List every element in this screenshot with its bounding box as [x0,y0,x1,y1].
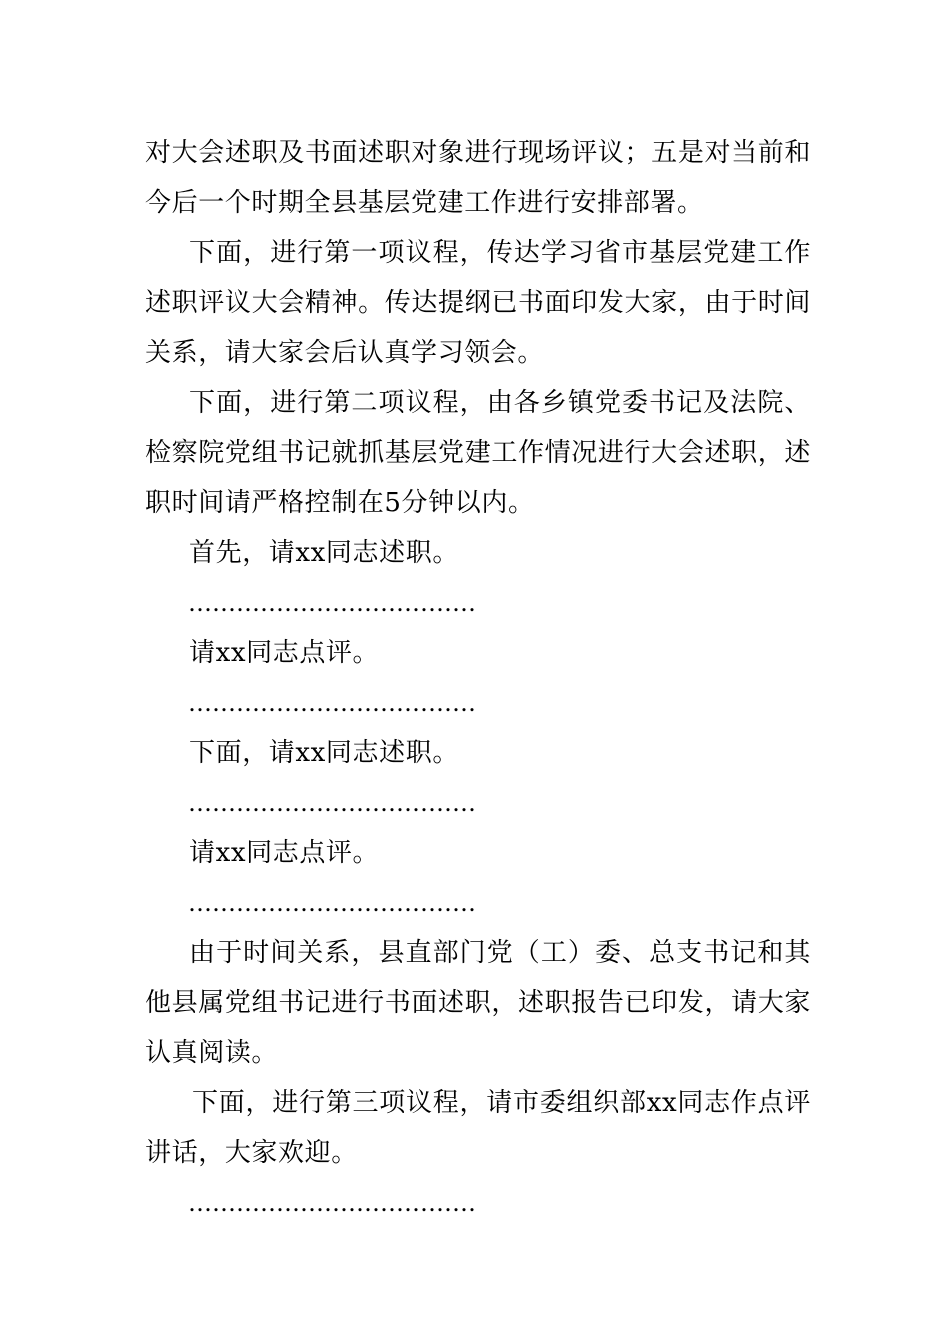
ellipsis-line: ……………………………… [188,689,476,717]
ellipsis-line: ……………………………… [188,789,476,817]
ellipsis-line: ……………………………… [188,1189,476,1217]
paragraph-first-comment: 请xx同志点评。 [189,638,380,668]
paragraph-agenda-item-three: 下面，进行第三项议程，请市委组织部xx同志作点评讲话，大家欢迎。 [145,1088,811,1168]
paragraph-second-report: 下面，请xx同志述职。 [189,738,459,768]
paragraph-second-comment: 请xx同志点评。 [189,838,380,868]
paragraph-written-reports: 由于时间关系，县直部门党（工）委、总支书记和其他县属党组书记进行书面述职，述职报告已印发，请大家认真阅读。 [145,938,811,1068]
ellipsis-line: ……………………………… [188,589,476,617]
ellipsis-line: ……………………………… [188,889,476,917]
document-body [145,128,811,1228]
paragraph-first-report: 首先，请xx同志述职。 [189,538,459,568]
paragraph-agenda-item-two: 下面，进行第二项议程，由各乡镇党委书记及法院、检察院党组书记就抓基层党建工作情况进行大会述职，述职时间请严格控制在5分钟以内。 [145,388,811,518]
paragraph-continuation: 对大会述职及书面述职对象进行现场评议；五是对当前和今后一个时期全县基层党建工作进行安排部署。 [145,138,811,218]
paragraph-agenda-item-one: 下面，进行第一项议程，传达学习省市基层党建工作述职评议大会精神。传达提纲已书面印发大家，由于时间关系，请大家会后认真学习领会。 [145,238,811,368]
